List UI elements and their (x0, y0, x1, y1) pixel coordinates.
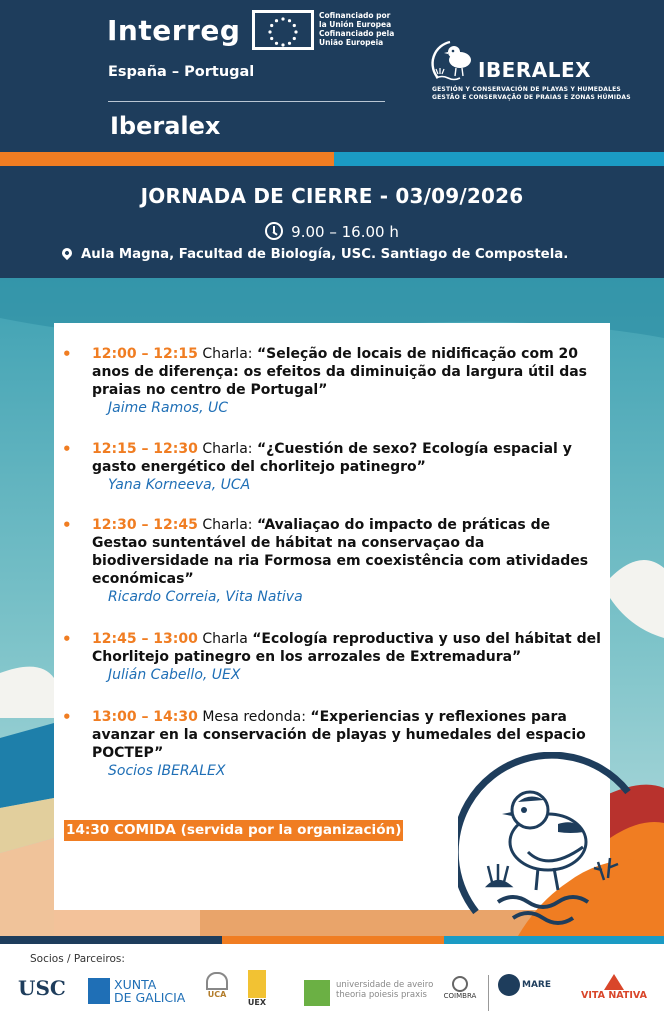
plover-bird-illustration-icon (458, 752, 664, 936)
agenda-item-line (92, 630, 602, 666)
xunta-emblem-icon (88, 978, 110, 1004)
agenda-time: 13:00 – 14:30 (92, 709, 198, 725)
footer-color-bar (0, 936, 664, 944)
uca-logo: UCA (204, 972, 230, 999)
agenda-talk-title: “Avaliaçao do impacto de práticas de Gestao suntentável de hábitat na conservaçao da biodiversidade na ria Formosa em coexistência com atividades económicas” (92, 517, 589, 587)
agenda-time: 12:15 – 12:30 (92, 441, 198, 457)
usc-logo: USC (18, 976, 66, 1000)
coimbra-logo: COIMBRA (440, 976, 480, 1000)
agenda-speaker: Ricardo Correia, Vita Nativa (108, 589, 303, 605)
logo-subtitle-pt: GESTÃO E CONSERVAÇÃO DE PRAIAS E ZONAS HÚMIDAS (432, 94, 631, 101)
agenda-speaker: Julián Cabello, UEX (108, 667, 241, 683)
event-venue: Aula Magna, Facultad de Biología, USC. Santiago de Compostela. (81, 247, 569, 262)
agenda-item-line (92, 345, 602, 399)
agenda-talk-title: “Experiencias y reflexiones para avanzar en la conservación de playas y humedales del espacio POCTEP” (92, 709, 586, 761)
orange-stripe (0, 152, 334, 166)
vita-nativa-logo: VITA NATIVA (578, 974, 650, 1001)
region-label: España – Portugal (108, 64, 255, 80)
header-divider (108, 101, 385, 102)
event-title: JORNADA DE CIERRE - 03/09/2026 (140, 184, 524, 208)
aveiro-emblem-icon (304, 980, 330, 1006)
aveiro-logo: universidade de aveiro theoria poiesis praxis (336, 980, 434, 1000)
agenda-item-line (92, 516, 602, 588)
agenda-talk-title: “¿Cuestión de sexo? Ecología espacial y gasto energético del chorlitejo patinegro” (92, 441, 572, 475)
agenda-speaker: Jaime Ramos, UC (108, 400, 229, 416)
eu-flag-icon (252, 10, 314, 50)
agenda-speaker: Socios IBERALEX (108, 763, 226, 779)
agenda-kind: Charla (197, 631, 253, 647)
agenda-kind: Charla: (197, 441, 257, 457)
xunta-logo: XUNTA DE GALICIA (114, 977, 186, 1005)
agenda-kind: Mesa redonda: (197, 709, 311, 725)
agenda-item (62, 516, 602, 606)
agenda-speaker: Yana Korneeva, UCA (108, 477, 251, 493)
lunch-banner: 14:30 COMIDA (servida por la organización) (64, 820, 403, 841)
agenda-kind: Charla: (197, 346, 257, 362)
mare-logo: MARE (522, 980, 551, 990)
event-venue-row (62, 247, 568, 262)
blue-stripe (334, 152, 664, 166)
event-time: 9.00 – 16.00 h (291, 223, 399, 241)
agenda-kind: Charla: (197, 517, 257, 533)
agenda-time: 12:30 – 12:45 (92, 517, 198, 533)
bullet-icon: • (62, 440, 72, 458)
event-time-row (0, 222, 664, 241)
mare-emblem-icon (498, 974, 520, 996)
uex-logo: UEX (246, 970, 268, 1010)
iberalex-logo-text: IBERALEX (478, 58, 592, 82)
agenda-talk-title: “Ecología reproductiva y uso del hábitat del Chorlitejo patinegro en los arrozales de Extremadura” (92, 631, 601, 665)
bullet-icon: • (62, 630, 72, 648)
agenda-item-line (92, 440, 602, 476)
bullet-icon: • (62, 516, 72, 534)
iberalex-bird-logo-icon (430, 38, 482, 84)
eu-cofinancing-text: Cofinanciado por la Unión Europea Cofinanciado pela União Europeia (319, 11, 395, 47)
agenda-item (62, 630, 602, 684)
partners-label: Socios / Parceiros: (30, 953, 125, 965)
agenda-talk-title: “Seleção de locais de nidificação com 20 anos de diferença: os efeitos da diminuição da largura útil das praias no centro de Portugal” (92, 346, 588, 398)
agenda-item (62, 345, 602, 417)
bullet-icon: • (62, 708, 72, 726)
bullet-icon: • (62, 345, 72, 363)
location-pin-icon (60, 246, 74, 260)
logo-separator (488, 975, 489, 1011)
logo-subtitle-es: GESTIÓN Y CONSERVACIÓN DE PLAYAS Y HUMEDALES (432, 86, 621, 93)
program-name: Interreg (107, 14, 241, 47)
eu-stars-icon (254, 12, 312, 48)
project-title: Iberalex (110, 112, 221, 140)
agenda-time: 12:45 – 13:00 (92, 631, 198, 647)
clock-icon (265, 222, 283, 240)
agenda-item (62, 440, 602, 494)
agenda-time: 12:00 – 12:15 (92, 346, 198, 362)
